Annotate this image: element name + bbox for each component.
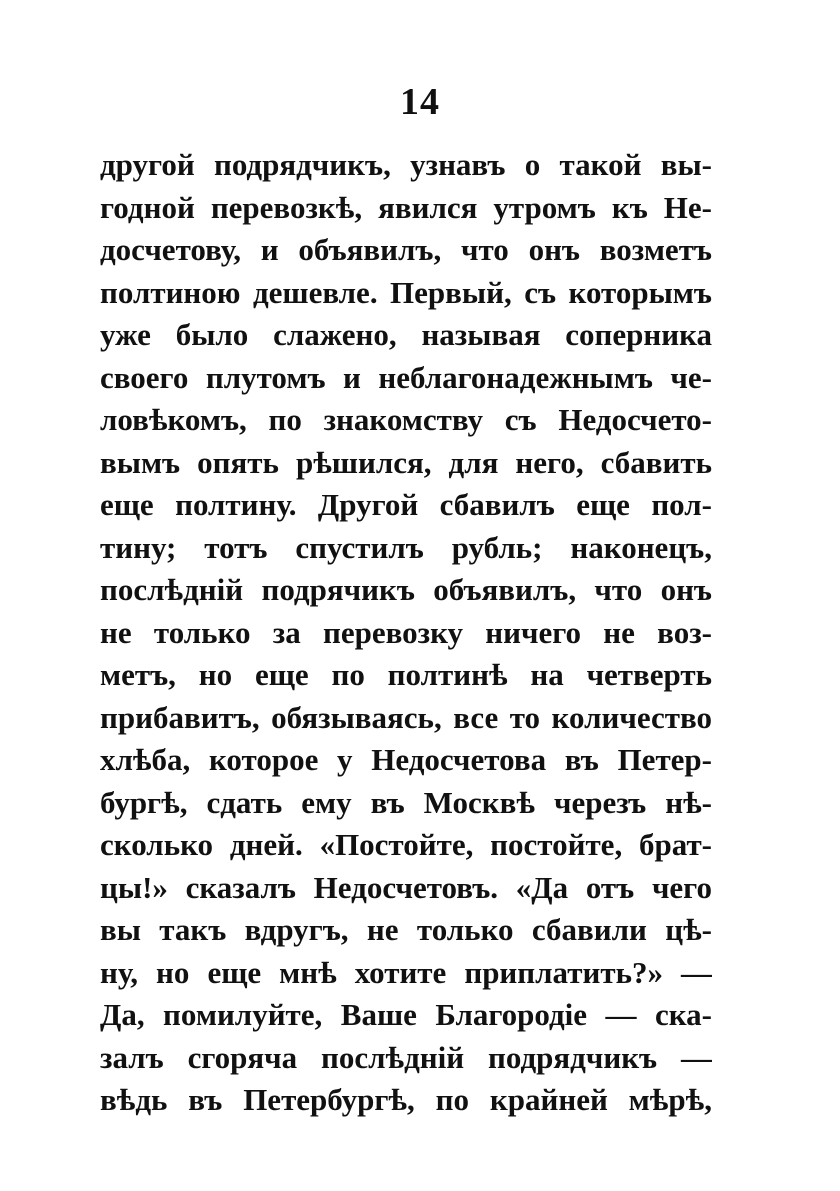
text-line: годной перевозкѣ, явился утромъ къ Не- bbox=[100, 189, 712, 225]
text-line: цы!» сказалъ Недосчетовъ. «Да отъ чего bbox=[100, 869, 712, 905]
text-line: тину; тотъ спустилъ рубль; наконецъ, bbox=[100, 529, 712, 565]
text-line: сколько дней. «Постойте, постойте, брат- bbox=[100, 827, 712, 862]
text-line: метъ, но еще по полтинѣ на четверть bbox=[100, 657, 712, 692]
text-line: полтиною дешевле. Первый, съ которымъ bbox=[100, 274, 712, 310]
text-line: другой подрядчикъ, узнавъ о такой вы- bbox=[100, 147, 712, 182]
text-line: прибавитъ, обязываясь, все то количество bbox=[100, 699, 712, 735]
text-line: ловѣкомъ, по знакомству съ Недосчето- bbox=[100, 402, 712, 437]
text-line: вѣдь въ Петербургѣ, по крайней мѣрѣ, bbox=[100, 1082, 712, 1117]
text-line: досчетову, и объявилъ, что онъ возметъ bbox=[100, 232, 712, 267]
text-line: не только за перевозку ничего не воз- bbox=[100, 614, 712, 650]
text-line: бургѣ, сдать ему въ Москвѣ черезъ нѣ- bbox=[100, 784, 712, 820]
text-line: залъ сгоряча послѣдній подрядчикъ — bbox=[100, 1039, 712, 1075]
text-line: своего плутомъ и неблагонадежнымъ че- bbox=[100, 359, 712, 395]
page-number: 14 bbox=[400, 81, 440, 123]
text-line: вымъ опять рѣшился, для него, сбавить bbox=[100, 444, 712, 480]
text-line: уже было слажено, называя соперника bbox=[100, 317, 712, 352]
text-line: Да, помилуйте, Ваше Благородіе — ска- bbox=[100, 997, 712, 1032]
text-line: послѣдній подрячикъ объявилъ, что онъ bbox=[100, 572, 712, 607]
text-line: вы такъ вдругъ, не только сбавили цѣ- bbox=[100, 912, 712, 947]
text-line: хлѣба, которое у Недосчетова въ Петер- bbox=[100, 742, 712, 777]
body-text bbox=[100, 144, 712, 1122]
text-line: еще полтину. Другой сбавилъ еще пол- bbox=[100, 487, 712, 522]
text-line: ну, но еще мнѣ хотите приплатить?» — bbox=[100, 954, 712, 990]
